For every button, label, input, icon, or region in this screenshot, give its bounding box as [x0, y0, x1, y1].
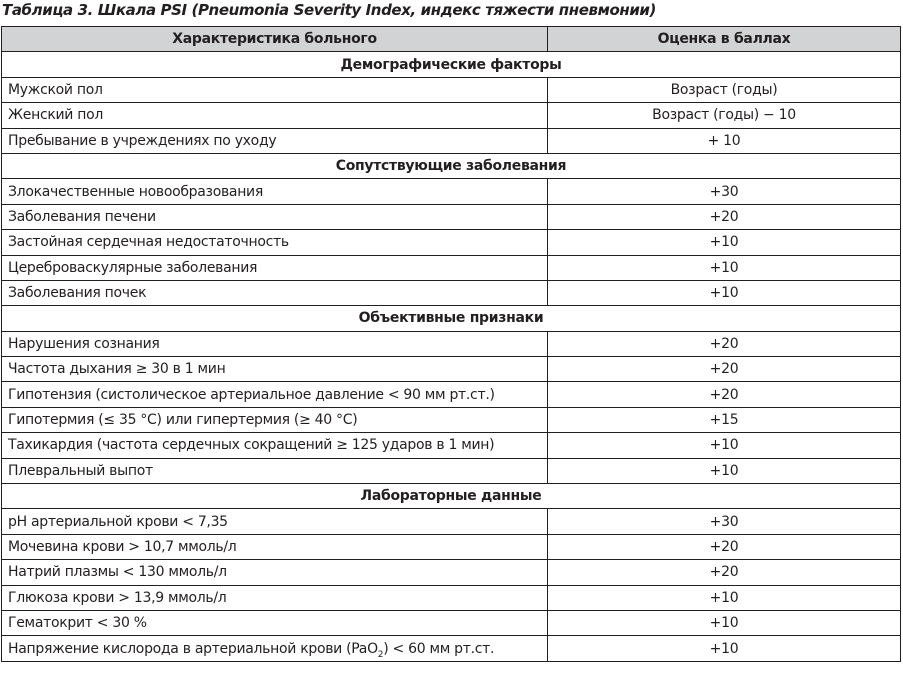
score-cell: +10 — [548, 636, 901, 661]
score-cell: +10 — [548, 230, 901, 255]
score-cell: +15 — [548, 407, 901, 432]
characteristic-cell: Нарушения сознания — [2, 331, 548, 356]
score-cell: +30 — [548, 179, 901, 204]
score-cell: +20 — [548, 357, 901, 382]
score-cell: Возраст (годы) — [548, 77, 901, 102]
score-cell: +10 — [548, 610, 901, 635]
table-title: Таблица 3. Шкала PSI (Pneumonia Severity Index, индекс тяжести пневмонии) — [2, 1, 656, 19]
section-row — [2, 484, 901, 509]
characteristic-cell: Мужской пол — [2, 77, 548, 102]
score-cell: +10 — [548, 433, 901, 458]
score-cell: +10 — [548, 280, 901, 305]
characteristic-cell: Гематокрит < 30 % — [2, 610, 548, 635]
table-row — [2, 103, 901, 128]
table-row — [2, 382, 901, 407]
table-row — [2, 280, 901, 305]
characteristic-cell: Плевральный выпот — [2, 458, 548, 483]
score-cell: +30 — [548, 509, 901, 534]
table-row — [2, 585, 901, 610]
table-row — [2, 255, 901, 280]
table-row — [2, 610, 901, 635]
section-heading: Сопутствующие заболевания — [2, 153, 901, 178]
subscript: 2 — [377, 649, 384, 660]
characteristic-cell: Застойная сердечная недостаточность — [2, 230, 548, 255]
score-cell: +10 — [548, 255, 901, 280]
header-score: Оценка в баллах — [548, 27, 901, 52]
table-row — [2, 128, 901, 153]
characteristic-cell: Мочевина крови > 10,7 ммоль/л — [2, 534, 548, 559]
section-heading: Объективные признаки — [2, 306, 901, 331]
header-row — [2, 27, 901, 52]
characteristic-cell: Глюкоза крови > 13,9 ммоль/л — [2, 585, 548, 610]
section-row — [2, 153, 901, 178]
characteristic-cell: Тахикардия (частота сердечных сокращений ≥ 125 ударов в 1 мин) — [2, 433, 548, 458]
table-row — [2, 230, 901, 255]
characteristic-cell: Натрий плазмы < 130 ммоль/л — [2, 560, 548, 585]
score-cell: +20 — [548, 382, 901, 407]
header-characteristic: Характеристика больного — [2, 27, 548, 52]
section-row — [2, 52, 901, 77]
psi-table — [1, 26, 901, 662]
characteristic-cell: Частота дыхания ≥ 30 в 1 мин — [2, 357, 548, 382]
score-cell: +20 — [548, 534, 901, 559]
table-row — [2, 433, 901, 458]
score-cell: +20 — [548, 204, 901, 229]
section-heading: Лабораторные данные — [2, 484, 901, 509]
table-row — [2, 77, 901, 102]
characteristic-cell: Женский пол — [2, 103, 548, 128]
table-row — [2, 509, 901, 534]
score-cell: +10 — [548, 458, 901, 483]
table-row — [2, 357, 901, 382]
characteristic-text: ) < 60 мм рт.ст. — [383, 640, 495, 657]
characteristic-cell: Злокачественные новообразования — [2, 179, 548, 204]
table-body — [2, 52, 901, 661]
score-cell: +20 — [548, 331, 901, 356]
table-row — [2, 204, 901, 229]
table-row — [2, 458, 901, 483]
characteristic-cell: Заболевания почек — [2, 280, 548, 305]
characteristic-cell: Пребывание в учреждениях по уходу — [2, 128, 548, 153]
score-cell: +10 — [548, 585, 901, 610]
table-row — [2, 179, 901, 204]
section-row — [2, 306, 901, 331]
characteristic-cell: Заболевания печени — [2, 204, 548, 229]
section-heading: Демографические факторы — [2, 52, 901, 77]
characteristic-cell: Гипотензия (систолическое артериальное давление < 90 мм рт.ст.) — [2, 382, 548, 407]
characteristic-cell: pH артериальной крови < 7,35 — [2, 509, 548, 534]
score-cell: +20 — [548, 560, 901, 585]
table-row — [2, 534, 901, 559]
characteristic-cell: Гипотермия (≤ 35 °C) или гипертермия (≥ 40 °C) — [2, 407, 548, 432]
table-row — [2, 331, 901, 356]
characteristic-text: Напряжение кислорода в артериальной крови (PaO — [8, 640, 378, 657]
score-cell: + 10 — [548, 128, 901, 153]
table-row — [2, 407, 901, 432]
table-row — [2, 636, 901, 661]
characteristic-cell — [2, 636, 548, 661]
score-cell: Возраст (годы) − 10 — [548, 103, 901, 128]
table-row — [2, 560, 901, 585]
characteristic-cell: Цереброваскулярные заболевания — [2, 255, 548, 280]
